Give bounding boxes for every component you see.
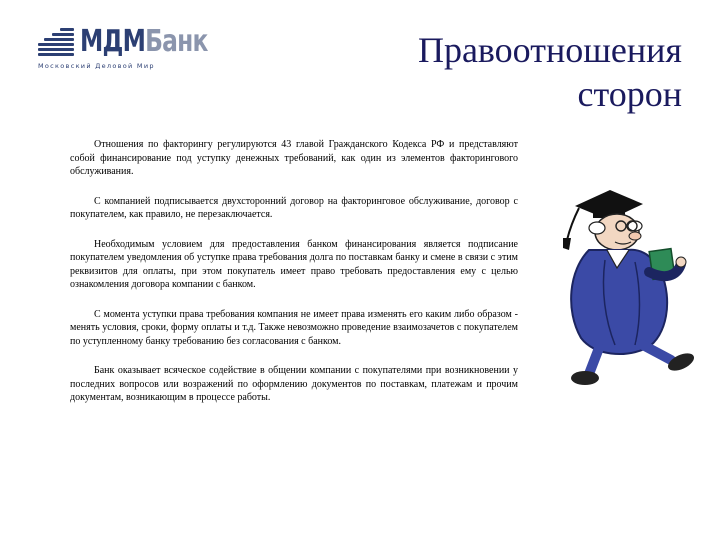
title-line-1: Правоотношения <box>417 30 682 70</box>
logo-stripes-icon <box>38 28 74 58</box>
bank-logo <box>38 24 208 72</box>
paragraph: Отношения по факторингу регулируются 43 главой Гражданского Кодекса РФ и представляют собой финансирование под уступку денежных требований, как один из элементов факторингового обслуживания. <box>70 139 518 177</box>
paragraph: Необходимым условием для предоставления банком финансирования является подписание покупателем уведомления об уступке права требования долга по поставкам банку и смене в связи с этим реквизитов для оплаты, при этом покупатель имеет право требовать предоставления ему с целью ознакомления договора компании с банком. <box>70 238 518 290</box>
logo-tagline: Московский Деловой Мир <box>38 62 155 70</box>
page-title <box>342 28 682 116</box>
paragraph: С компанией подписывается двухсторонний договор на факторинговое обслуживание, договор с покупателем, как правило, не перезаключается. <box>70 195 518 220</box>
title-line-2: сторон <box>577 74 682 114</box>
body-text <box>70 138 518 421</box>
paragraph: С момента уступки права требования компания не имеет права изменять его каким либо образом - менять условия, сроки, форму оплаты и т.д. Также невозможно проведение взаимозачетов с покупателем по уступленному банку требованию без согласования с банком. <box>70 308 518 347</box>
logo-wordmark: МДМБанк <box>80 24 208 59</box>
paragraph: Банк оказывает всяческое содействие в общении компании с покупателями при возникновении у последних вопросов или возражений по оформлению документов по поставкам, платежам и прочим документам, возникающим в процессе работы. <box>70 365 518 403</box>
graduate-professor-icon <box>555 180 705 390</box>
